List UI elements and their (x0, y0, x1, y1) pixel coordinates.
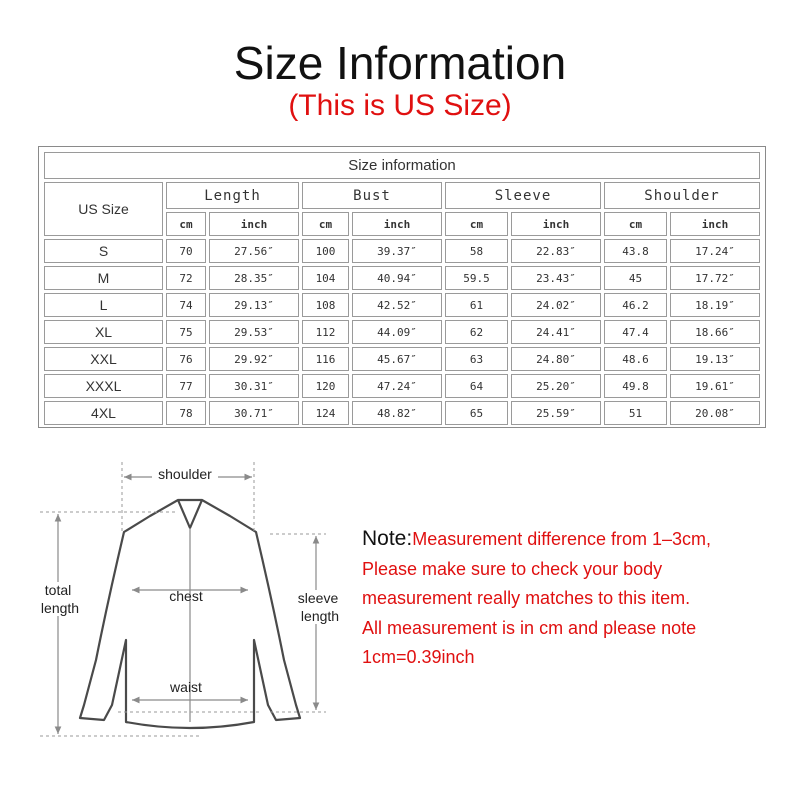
table-caption: Size information (44, 152, 760, 179)
measurement-cell: 17.24″ (670, 239, 760, 263)
measurement-cell: 72 (166, 266, 206, 290)
measurement-cell: 43.8 (604, 239, 667, 263)
measurement-cell: 29.13″ (209, 293, 299, 317)
group-header-length: Length (166, 182, 299, 209)
sleeve-length-label-line1: sleeve (297, 590, 339, 606)
size-label-cell: 4XL (44, 401, 163, 425)
measurement-cell: 39.37″ (352, 239, 442, 263)
page-subtitle: (This is US Size) (288, 89, 512, 122)
measurement-cell: 116 (302, 347, 349, 371)
measurement-cell: 47.24″ (352, 374, 442, 398)
unit-header: cm (604, 212, 667, 236)
measurement-cell: 22.83″ (511, 239, 601, 263)
size-label-cell: XXXL (44, 374, 163, 398)
measurement-cell: 59.5 (445, 266, 508, 290)
measurement-cell: 28.35″ (209, 266, 299, 290)
table-row (44, 401, 760, 425)
measurement-cell: 61 (445, 293, 508, 317)
measurement-cell: 24.80″ (511, 347, 601, 371)
size-table-body (44, 152, 760, 425)
measurement-cell: 78 (166, 401, 206, 425)
measurement-cell: 108 (302, 293, 349, 317)
measurement-cell: 42.52″ (352, 293, 442, 317)
measurement-cell: 30.71″ (209, 401, 299, 425)
total-length-label-line1: total (44, 582, 72, 598)
measurement-cell: 112 (302, 320, 349, 344)
measurement-cell: 19.61″ (670, 374, 760, 398)
measurement-cell: 45 (604, 266, 667, 290)
measurement-cell: 18.19″ (670, 293, 760, 317)
measurement-cell: 45.67″ (352, 347, 442, 371)
page-title: Size Information (233, 37, 567, 89)
note-line: 1cm=0.39inch (362, 647, 475, 667)
size-label-cell: L (44, 293, 163, 317)
measurement-cell: 65 (445, 401, 508, 425)
measurement-cell: 29.92″ (209, 347, 299, 371)
measurement-cell: 25.20″ (511, 374, 601, 398)
measurement-cell: 49.8 (604, 374, 667, 398)
measurement-cell: 70 (166, 239, 206, 263)
size-table (41, 149, 763, 428)
measurement-cell: 100 (302, 239, 349, 263)
measurement-cell: 40.94″ (352, 266, 442, 290)
measurement-cell: 30.31″ (209, 374, 299, 398)
total-length-label-line2: length (40, 600, 80, 616)
measurement-cell: 64 (445, 374, 508, 398)
sleeve-length-label-line2: length (300, 608, 340, 624)
shoulder-label: shoulder (158, 466, 212, 482)
size-label-cell: M (44, 266, 163, 290)
unit-header: inch (670, 212, 760, 236)
table-row (44, 293, 760, 317)
measurement-cell: 74 (166, 293, 206, 317)
measurement-cell: 27.56″ (209, 239, 299, 263)
group-header-shoulder: Shoulder (604, 182, 760, 209)
table-row (44, 239, 760, 263)
measurement-cell: 23.43″ (511, 266, 601, 290)
measurement-cell: 19.13″ (670, 347, 760, 371)
measurement-cell: 18.66″ (670, 320, 760, 344)
measurement-cell: 77 (166, 374, 206, 398)
unit-header: inch (511, 212, 601, 236)
table-row (44, 374, 760, 398)
measurement-cell: 24.02″ (511, 293, 601, 317)
measurement-cell: 104 (302, 266, 349, 290)
measurement-cell: 58 (445, 239, 508, 263)
unit-header: cm (166, 212, 206, 236)
unit-header: inch (352, 212, 442, 236)
note-line: Please make sure to check your body (362, 558, 663, 579)
measurement-cell: 25.59″ (511, 401, 601, 425)
measurement-cell: 24.41″ (511, 320, 601, 344)
note-line: All measurement is in cm and please note (362, 617, 697, 638)
waist-label: waist (170, 679, 202, 695)
measurement-note (362, 524, 792, 673)
measurement-cell: 48.82″ (352, 401, 442, 425)
measurement-cell: 63 (445, 347, 508, 371)
size-label-cell: XL (44, 320, 163, 344)
measurement-cell: 75 (166, 320, 206, 344)
measurement-cell: 51 (604, 401, 667, 425)
dimension-arrows (58, 477, 316, 734)
measurement-cell: 17.72″ (670, 266, 760, 290)
unit-header: cm (445, 212, 508, 236)
note-line: Measurement difference from 1–3cm, (412, 529, 712, 549)
measurement-cell: 46.2 (604, 293, 667, 317)
measurement-cell: 62 (445, 320, 508, 344)
measurement-cell: 44.09″ (352, 320, 442, 344)
note-label: Note: (362, 527, 413, 550)
measurement-cell: 76 (166, 347, 206, 371)
measurement-cell: 20.08″ (670, 401, 760, 425)
table-row (44, 266, 760, 290)
measurement-cell: 124 (302, 401, 349, 425)
size-label-cell: S (44, 239, 163, 263)
note-line: measurement really matches to this item. (362, 588, 691, 608)
unit-header: cm (302, 212, 349, 236)
group-header-bust: Bust (302, 182, 442, 209)
us-size-header: US Size (44, 182, 163, 236)
measurement-cell: 47.4 (604, 320, 667, 344)
size-label-cell: XXL (44, 347, 163, 371)
chest-label: chest (169, 588, 203, 604)
measurement-cell: 48.6 (604, 347, 667, 371)
group-header-sleeve: Sleeve (445, 182, 601, 209)
size-table-frame (38, 146, 766, 428)
measurement-cell: 29.53″ (209, 320, 299, 344)
table-row (44, 320, 760, 344)
shirt-measurement-diagram (0, 440, 360, 800)
table-row (44, 347, 760, 371)
measurement-cell: 120 (302, 374, 349, 398)
unit-header: inch (209, 212, 299, 236)
